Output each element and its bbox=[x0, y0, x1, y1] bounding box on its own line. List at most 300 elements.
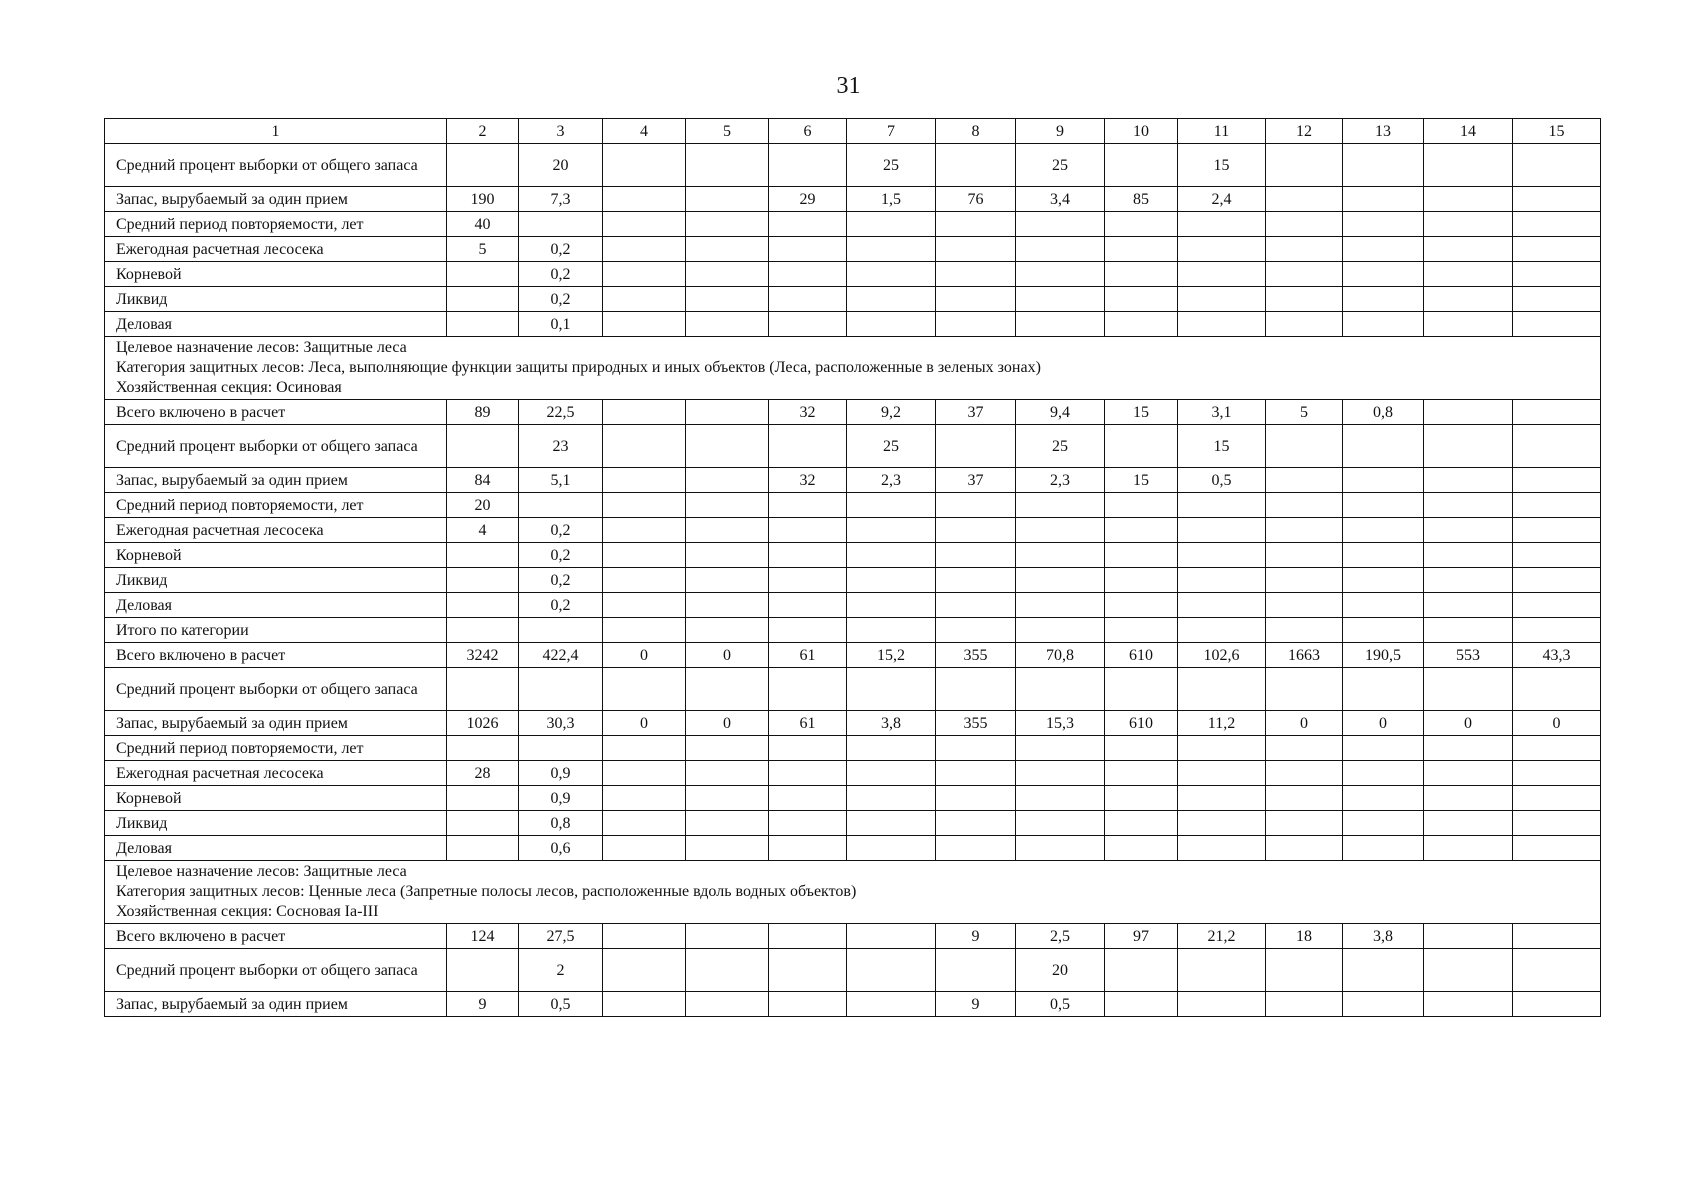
table-cell bbox=[769, 262, 847, 287]
table-cell: 40 bbox=[447, 212, 519, 237]
table-cell bbox=[603, 949, 686, 992]
table-cell bbox=[1266, 187, 1343, 212]
table-cell: 3,8 bbox=[847, 711, 936, 736]
table-cell bbox=[1105, 949, 1178, 992]
table-cell bbox=[1513, 736, 1601, 761]
table-cell: 20 bbox=[447, 493, 519, 518]
section-header-line: Целевое назначение лесов: Защитные леса bbox=[116, 863, 407, 880]
table-row bbox=[105, 711, 1601, 736]
table-cell bbox=[603, 262, 686, 287]
table-cell bbox=[1266, 786, 1343, 811]
table-cell bbox=[936, 144, 1016, 187]
table-cell bbox=[769, 786, 847, 811]
table-cell bbox=[769, 992, 847, 1017]
table-cell bbox=[1424, 312, 1513, 337]
table-cell bbox=[603, 287, 686, 312]
row-label: Итого по категории bbox=[105, 618, 447, 643]
table-cell: 3,4 bbox=[1016, 187, 1105, 212]
table-cell: 0,5 bbox=[519, 992, 603, 1017]
table-cell bbox=[769, 543, 847, 568]
table-cell bbox=[1266, 836, 1343, 861]
table-cell bbox=[686, 836, 769, 861]
table-cell bbox=[936, 425, 1016, 468]
table-cell bbox=[1266, 811, 1343, 836]
table-cell: 355 bbox=[936, 643, 1016, 668]
table-cell bbox=[1343, 761, 1424, 786]
table-cell bbox=[1266, 761, 1343, 786]
table-cell: 15 bbox=[1178, 144, 1266, 187]
table-cell bbox=[1343, 212, 1424, 237]
table-cell bbox=[1424, 593, 1513, 618]
table-cell bbox=[603, 400, 686, 425]
table-cell bbox=[936, 543, 1016, 568]
table-cell bbox=[847, 949, 936, 992]
table-cell bbox=[1266, 493, 1343, 518]
table-cell: 0 bbox=[603, 711, 686, 736]
row-label: Запас, вырубаемый за один прием bbox=[105, 992, 447, 1017]
table-cell bbox=[1016, 811, 1105, 836]
table-cell: 0,2 bbox=[519, 262, 603, 287]
table-cell: 4 bbox=[447, 518, 519, 543]
table-cell bbox=[603, 543, 686, 568]
table-cell bbox=[1513, 468, 1601, 493]
table-cell bbox=[1424, 262, 1513, 287]
table-cell bbox=[1424, 736, 1513, 761]
table-cell bbox=[1266, 568, 1343, 593]
table-cell: 0,6 bbox=[519, 836, 603, 861]
table-row bbox=[105, 668, 1601, 711]
table-cell bbox=[686, 618, 769, 643]
table-cell bbox=[1266, 425, 1343, 468]
row-label: Корневой bbox=[105, 543, 447, 568]
table-cell bbox=[447, 949, 519, 992]
table-cell: 0,1 bbox=[519, 312, 603, 337]
table-cell bbox=[1105, 262, 1178, 287]
row-label: Средний процент выборки от общего запаса bbox=[105, 144, 447, 187]
table-cell bbox=[769, 518, 847, 543]
table-cell bbox=[1016, 736, 1105, 761]
table-cell: 610 bbox=[1105, 643, 1178, 668]
table-row bbox=[105, 593, 1601, 618]
table-cell bbox=[1513, 543, 1601, 568]
table-cell bbox=[1266, 312, 1343, 337]
table-cell bbox=[447, 425, 519, 468]
table-cell bbox=[1105, 237, 1178, 262]
row-label: Ликвид bbox=[105, 568, 447, 593]
row-label: Ликвид bbox=[105, 811, 447, 836]
table-cell bbox=[1513, 518, 1601, 543]
table-cell: 5 bbox=[447, 237, 519, 262]
table-row bbox=[105, 468, 1601, 493]
table-cell bbox=[936, 262, 1016, 287]
table-cell: 9,4 bbox=[1016, 400, 1105, 425]
table-cell bbox=[1343, 568, 1424, 593]
header-cell: 2 bbox=[447, 119, 519, 144]
table-cell bbox=[1424, 568, 1513, 593]
table-cell bbox=[936, 287, 1016, 312]
table-cell bbox=[847, 262, 936, 287]
header-row bbox=[105, 119, 1601, 144]
table-cell bbox=[769, 425, 847, 468]
row-label: Ликвид bbox=[105, 287, 447, 312]
table-cell bbox=[447, 593, 519, 618]
table-cell bbox=[1513, 144, 1601, 187]
table-cell bbox=[1343, 618, 1424, 643]
table-cell bbox=[519, 493, 603, 518]
table-cell bbox=[1343, 287, 1424, 312]
table-cell: 0,8 bbox=[1343, 400, 1424, 425]
table-cell bbox=[847, 786, 936, 811]
table-cell bbox=[603, 786, 686, 811]
table-cell bbox=[686, 262, 769, 287]
table-cell bbox=[847, 518, 936, 543]
table-cell bbox=[1016, 761, 1105, 786]
table-cell bbox=[1513, 811, 1601, 836]
table-cell: 0 bbox=[603, 643, 686, 668]
table-cell bbox=[769, 568, 847, 593]
table-cell bbox=[1178, 811, 1266, 836]
table-cell bbox=[1513, 493, 1601, 518]
table-cell: 0 bbox=[1424, 711, 1513, 736]
table-row bbox=[105, 493, 1601, 518]
table-cell bbox=[519, 618, 603, 643]
table-cell bbox=[447, 786, 519, 811]
table-cell bbox=[1105, 761, 1178, 786]
table-cell bbox=[447, 836, 519, 861]
table-cell: 1026 bbox=[447, 711, 519, 736]
table-cell bbox=[686, 237, 769, 262]
table-cell bbox=[1178, 237, 1266, 262]
table-row bbox=[105, 811, 1601, 836]
table-cell bbox=[1266, 618, 1343, 643]
table-cell bbox=[1343, 518, 1424, 543]
header-cell: 8 bbox=[936, 119, 1016, 144]
table-cell bbox=[1016, 212, 1105, 237]
table-cell: 422,4 bbox=[519, 643, 603, 668]
table-cell bbox=[1266, 949, 1343, 992]
table-cell bbox=[603, 811, 686, 836]
table-cell bbox=[1343, 262, 1424, 287]
table-cell bbox=[603, 761, 686, 786]
table-cell bbox=[1266, 287, 1343, 312]
table-cell bbox=[1016, 312, 1105, 337]
row-label: Ежегодная расчетная лесосека bbox=[105, 237, 447, 262]
table-cell bbox=[603, 187, 686, 212]
table-cell bbox=[1424, 761, 1513, 786]
table-cell bbox=[686, 287, 769, 312]
table-cell bbox=[1178, 786, 1266, 811]
table-row bbox=[105, 761, 1601, 786]
table-cell bbox=[686, 924, 769, 949]
table-cell bbox=[1343, 992, 1424, 1017]
table-cell bbox=[1513, 593, 1601, 618]
table-cell bbox=[847, 593, 936, 618]
table-cell bbox=[603, 468, 686, 493]
table-cell: 0,5 bbox=[1016, 992, 1105, 1017]
table-row bbox=[105, 786, 1601, 811]
table-cell bbox=[1343, 187, 1424, 212]
table-cell bbox=[686, 668, 769, 711]
table-row bbox=[105, 618, 1601, 643]
table-cell: 25 bbox=[1016, 144, 1105, 187]
header-cell: 15 bbox=[1513, 119, 1601, 144]
table-cell: 76 bbox=[936, 187, 1016, 212]
table-cell bbox=[847, 312, 936, 337]
table-cell bbox=[519, 736, 603, 761]
table-cell bbox=[847, 836, 936, 861]
table-cell: 37 bbox=[936, 468, 1016, 493]
table-cell bbox=[769, 668, 847, 711]
table-cell bbox=[1513, 924, 1601, 949]
table-cell bbox=[686, 593, 769, 618]
row-label: Запас, вырубаемый за один прием bbox=[105, 711, 447, 736]
row-label: Всего включено в расчет bbox=[105, 643, 447, 668]
table-cell bbox=[1105, 493, 1178, 518]
table-cell: 0 bbox=[1266, 711, 1343, 736]
table-cell bbox=[686, 312, 769, 337]
table-cell bbox=[1178, 262, 1266, 287]
table-cell: 610 bbox=[1105, 711, 1178, 736]
table-cell: 3242 bbox=[447, 643, 519, 668]
table-cell: 0,2 bbox=[519, 287, 603, 312]
table-cell: 21,2 bbox=[1178, 924, 1266, 949]
table-cell bbox=[936, 237, 1016, 262]
table-cell: 15,3 bbox=[1016, 711, 1105, 736]
row-label: Запас, вырубаемый за один прием bbox=[105, 468, 447, 493]
section-header-line: Хозяйственная секция: Сосновая Iа-III bbox=[116, 903, 379, 920]
table-cell bbox=[1178, 949, 1266, 992]
table-row bbox=[105, 924, 1601, 949]
table-cell bbox=[686, 811, 769, 836]
table-cell bbox=[1016, 786, 1105, 811]
table-cell bbox=[769, 312, 847, 337]
table-cell bbox=[769, 144, 847, 187]
section-header-cell bbox=[105, 861, 1601, 924]
table-cell bbox=[1424, 237, 1513, 262]
table-cell bbox=[1513, 237, 1601, 262]
table-cell bbox=[603, 312, 686, 337]
table-row bbox=[105, 736, 1601, 761]
table-cell bbox=[1016, 668, 1105, 711]
table-cell bbox=[447, 144, 519, 187]
row-label: Всего включено в расчет bbox=[105, 400, 447, 425]
table-cell bbox=[1424, 836, 1513, 861]
table-cell bbox=[603, 518, 686, 543]
table-cell bbox=[686, 425, 769, 468]
row-label: Ежегодная расчетная лесосека bbox=[105, 518, 447, 543]
table-cell bbox=[1016, 493, 1105, 518]
header-cell: 13 bbox=[1343, 119, 1424, 144]
table-cell bbox=[936, 786, 1016, 811]
table-cell bbox=[686, 187, 769, 212]
table-cell bbox=[1513, 949, 1601, 992]
table-cell: 28 bbox=[447, 761, 519, 786]
table-cell bbox=[1105, 811, 1178, 836]
table-cell bbox=[1513, 786, 1601, 811]
section-header-line: Целевое назначение лесов: Защитные леса bbox=[116, 339, 407, 356]
table-cell: 9 bbox=[447, 992, 519, 1017]
table-cell bbox=[1266, 992, 1343, 1017]
table-cell bbox=[1105, 736, 1178, 761]
section-header-line: Категория защитных лесов: Ценные леса (Запретные полосы лесов, расположенные вдоль водных объектов) bbox=[116, 883, 857, 900]
table-cell bbox=[1016, 593, 1105, 618]
table-cell bbox=[1178, 836, 1266, 861]
table-cell bbox=[1424, 949, 1513, 992]
table-cell bbox=[603, 992, 686, 1017]
table-cell bbox=[769, 237, 847, 262]
table-cell bbox=[1105, 568, 1178, 593]
table-cell bbox=[1424, 518, 1513, 543]
table-cell bbox=[686, 400, 769, 425]
table-cell: 0 bbox=[686, 643, 769, 668]
table-cell bbox=[1266, 518, 1343, 543]
table-cell: 2,4 bbox=[1178, 187, 1266, 212]
header-cell: 11 bbox=[1178, 119, 1266, 144]
table-cell bbox=[1343, 593, 1424, 618]
table-cell: 0 bbox=[1513, 711, 1601, 736]
table-cell bbox=[936, 736, 1016, 761]
header-cell: 5 bbox=[686, 119, 769, 144]
table-cell bbox=[936, 212, 1016, 237]
table-cell bbox=[686, 786, 769, 811]
table-row bbox=[105, 287, 1601, 312]
table-cell bbox=[936, 668, 1016, 711]
table-cell bbox=[769, 836, 847, 861]
table-cell bbox=[1016, 237, 1105, 262]
header-cell: 9 bbox=[1016, 119, 1105, 144]
table-cell bbox=[1105, 212, 1178, 237]
table-row bbox=[105, 262, 1601, 287]
table-cell bbox=[1266, 468, 1343, 493]
table-cell bbox=[1424, 400, 1513, 425]
table-cell bbox=[1343, 736, 1424, 761]
table-cell bbox=[603, 493, 686, 518]
table-cell: 43,3 bbox=[1513, 643, 1601, 668]
table-cell bbox=[847, 618, 936, 643]
table-cell: 1663 bbox=[1266, 643, 1343, 668]
row-label: Запас, вырубаемый за один прием bbox=[105, 187, 447, 212]
table-cell: 85 bbox=[1105, 187, 1178, 212]
table-cell bbox=[1105, 287, 1178, 312]
table-cell bbox=[847, 543, 936, 568]
table-cell bbox=[936, 568, 1016, 593]
table-cell: 97 bbox=[1105, 924, 1178, 949]
table-cell: 190,5 bbox=[1343, 643, 1424, 668]
table-cell bbox=[936, 518, 1016, 543]
table-cell bbox=[686, 493, 769, 518]
table-cell bbox=[1266, 668, 1343, 711]
table-cell bbox=[447, 262, 519, 287]
table-cell bbox=[1105, 312, 1178, 337]
table-cell: 355 bbox=[936, 711, 1016, 736]
table-cell: 5 bbox=[1266, 400, 1343, 425]
table-row bbox=[105, 425, 1601, 468]
table-cell bbox=[1266, 144, 1343, 187]
table-cell: 29 bbox=[769, 187, 847, 212]
table-cell bbox=[847, 761, 936, 786]
table-cell bbox=[447, 568, 519, 593]
table-cell bbox=[1178, 543, 1266, 568]
table-cell bbox=[769, 493, 847, 518]
table-cell: 20 bbox=[1016, 949, 1105, 992]
table-cell: 2,3 bbox=[847, 468, 936, 493]
table-cell: 27,5 bbox=[519, 924, 603, 949]
table-cell bbox=[603, 836, 686, 861]
table-cell bbox=[1343, 836, 1424, 861]
table-cell bbox=[1343, 425, 1424, 468]
table-cell: 0,5 bbox=[1178, 468, 1266, 493]
table-cell bbox=[1424, 811, 1513, 836]
table-cell bbox=[603, 212, 686, 237]
table-cell bbox=[447, 811, 519, 836]
table-cell bbox=[1513, 836, 1601, 861]
table-cell: 7,3 bbox=[519, 187, 603, 212]
table-cell bbox=[1424, 543, 1513, 568]
table-cell bbox=[936, 836, 1016, 861]
table-cell bbox=[447, 736, 519, 761]
table-cell bbox=[603, 736, 686, 761]
table-cell bbox=[603, 144, 686, 187]
table-cell bbox=[769, 618, 847, 643]
table-cell bbox=[1266, 736, 1343, 761]
table-cell bbox=[1513, 618, 1601, 643]
row-label: Деловая bbox=[105, 593, 447, 618]
table-cell bbox=[1424, 618, 1513, 643]
table-cell: 70,8 bbox=[1016, 643, 1105, 668]
table-cell bbox=[1178, 668, 1266, 711]
header-cell: 6 bbox=[769, 119, 847, 144]
table-cell bbox=[847, 668, 936, 711]
table-cell bbox=[603, 668, 686, 711]
table-cell bbox=[1424, 144, 1513, 187]
table-row bbox=[105, 187, 1601, 212]
table-cell bbox=[1513, 761, 1601, 786]
table-cell bbox=[1343, 237, 1424, 262]
table-cell bbox=[1178, 736, 1266, 761]
table-cell bbox=[769, 593, 847, 618]
table-cell bbox=[447, 312, 519, 337]
header-cell: 12 bbox=[1266, 119, 1343, 144]
table-cell bbox=[847, 212, 936, 237]
table-cell bbox=[936, 811, 1016, 836]
table-cell bbox=[603, 425, 686, 468]
table-cell bbox=[1016, 518, 1105, 543]
table-row bbox=[105, 643, 1601, 668]
table-cell bbox=[847, 736, 936, 761]
table-cell bbox=[936, 593, 1016, 618]
table-cell bbox=[686, 543, 769, 568]
table-cell bbox=[603, 924, 686, 949]
table-cell bbox=[1513, 212, 1601, 237]
table-cell bbox=[1424, 468, 1513, 493]
table-cell bbox=[936, 312, 1016, 337]
row-label: Средний период повторяемости, лет bbox=[105, 212, 447, 237]
table-cell bbox=[1343, 144, 1424, 187]
table-cell: 25 bbox=[847, 425, 936, 468]
table-cell bbox=[1343, 949, 1424, 992]
table-row bbox=[105, 836, 1601, 861]
row-label: Средний процент выборки от общего запаса bbox=[105, 949, 447, 992]
table-cell: 3,8 bbox=[1343, 924, 1424, 949]
table-cell bbox=[1016, 836, 1105, 861]
table-cell bbox=[447, 668, 519, 711]
table-cell bbox=[1343, 312, 1424, 337]
table-cell bbox=[686, 518, 769, 543]
table-cell bbox=[1424, 212, 1513, 237]
table-cell: 30,3 bbox=[519, 711, 603, 736]
table-cell bbox=[1424, 187, 1513, 212]
table-cell bbox=[847, 924, 936, 949]
